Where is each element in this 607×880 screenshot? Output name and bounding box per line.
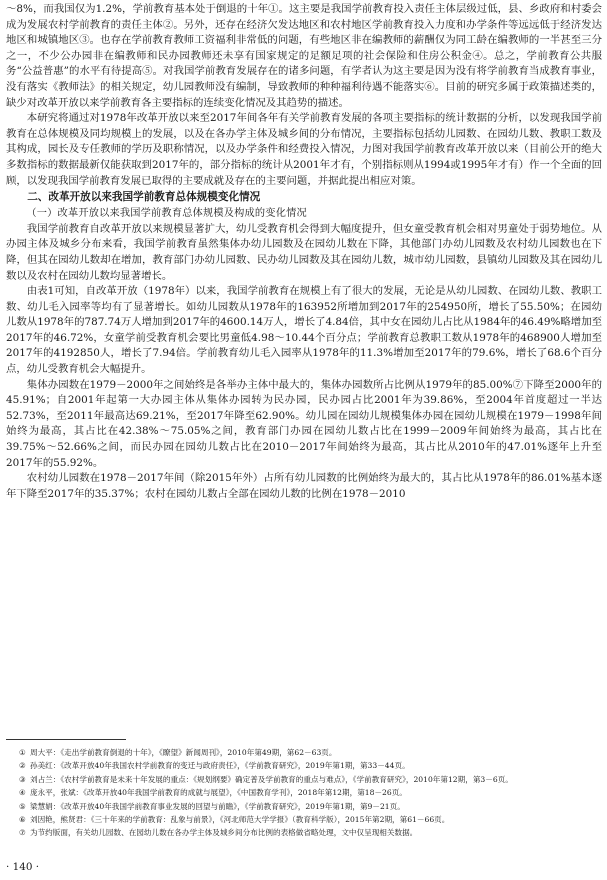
paragraph-study-design: 本研究将通过对1978年改革开放以来至2017年间各年有关学前教育发展的各项主要指标的统计数据的分析，以发现我国学前教育在总体规模及同均规模上的发展，以及在各办学主体及城乡间的分布情况，主要指标包括幼儿园数、在园幼儿数、教职工数及其构成，园长及专任教师的学历及职称情况，以及办学条件和经费投入情况，力图对我国学前教育改革开放以来（目前公开的绝大多数指标的数据最新仅能获取到2017年的，部分指标的统计从2001年才有，个别指标则从1994或1995年才有）作一个全面的回顾，以发现我国学前教育发展已取得的主要成就及存在的主要问题，并据此提出相应对策。 xyxy=(6,112,602,187)
footnote-item xyxy=(6,813,602,826)
footnote-item xyxy=(6,826,602,839)
paragraph-summary: 我国学前教育自改革开放以来规模显著扩大，幼儿受教育机会得到大幅度提升，但女童受教育机会相对男童处于弱势地位。从办园主体及城乡分布来看，我国学前教育虽然集体办幼儿园数及在园幼儿数在下降，其他部门办幼儿园数及农村幼儿园数也在下降，但其在园幼儿数却在增加，教育部门办幼儿园数、民办幼儿园数及其在园幼儿数，城市幼儿园数，县镇幼儿园数及其在园幼儿数以及农村在园幼儿数均显著增长。 xyxy=(6,222,602,282)
footnote-mark: ⑥ xyxy=(19,815,26,825)
footnote-mark: ② xyxy=(19,761,26,771)
footnote-text: 刘因艳，熊贤君：《三十年来的学前教育：乱象与前景》，《河北师范大学学报》（教育科学版），2015年第2期，第61－66页。 xyxy=(30,815,450,825)
footnote-mark: ④ xyxy=(19,788,26,798)
footnote-item xyxy=(6,773,602,786)
section-heading: 二、改革开放以来我国学前教育总体规模变化情况 xyxy=(27,191,261,204)
footnote-text: 梁慧娟：《改革开放40年我国学前教育事业发展的回望与前瞻》，《学前教育研究》，2019年第1期，第9－21页。 xyxy=(30,801,405,811)
page-number: · 140 · xyxy=(6,861,40,873)
footnote-item xyxy=(6,759,602,772)
paragraph-table1-analysis: 由表1可知，自改革开放（1978年）以来，我国学前教育在规模上有了很大的发展，无论是从幼儿园数、在园幼儿数、教职工数、幼儿毛入园率等均有了显著增长。如幼儿园数从1978年的163952所增加到2017年的254950所，增长了55.50%；在园幼儿数从1978年的787.74万人增加到2017年的4600.14万人，增长了4.84倍，其中女在园幼儿占比从1984年的46.49%略增加至2017年的46.72%，女童学前受教育机会要比男童低4.98～10.44个百分点；学前教育总教职工数从1978年的468900人增加至2017年的4192850人，增长了7.94倍。学前教育幼儿毛入园率从1978年的11.3%增加至2017年的79.6%，增长了68.6个百分点，幼儿受教育机会大幅提升。 xyxy=(6,285,602,376)
footnote-mark: ⑦ xyxy=(19,828,26,838)
footnote-item xyxy=(6,800,602,813)
subsection-heading: （一）改革开放以来我国学前教育总体规模及构成的变化情况 xyxy=(26,207,307,219)
footnote-divider xyxy=(6,739,126,740)
footnote-item xyxy=(6,786,602,799)
footnotes xyxy=(6,746,602,840)
footnote-item xyxy=(6,746,602,759)
footnote-text: 周大平：《走出学前教育倒退的十年》，《瞭望》新闻周刊》，2010年第49期，第62－63页。 xyxy=(30,748,337,757)
paragraph-collective-kindergartens: 集体办园数在1979－2000年之间始终是各举办主体中最大的，集体办园数所占比例从1979年的85.00%⑦下降至2000年的45.91%；自2001年起第一大办园主体从集体办园转为民办园，民办园占比2001年为39.86%，至2004年首度超过一半达52.73%，至2011年最高达69.21%，至2017年降至62.90%。幼儿园在园幼儿规模集体办园在园幼儿规模在1979－1998年间始终为最高，其占比在42.38%～75.05%之间，教育部门办园在园幼儿数占比在1999－2009年间始终为最高，其占比在39.75%～52.66%之间，而民办园在园幼儿数占比在2010－2017年间始终为最高，其占比从2010年的47.01%逐年上升至2017年的55.92%。 xyxy=(6,378,602,469)
footnote-text: 为节约版面，有关幼儿园数、在园幼儿数在各办学主体及城乡间分布比例的表格做省略处理，文中仅呈现相关数据。 xyxy=(30,828,418,838)
footnote-text: 庞永平，张斌：《改革开放40年我国学前教育的成就与展望》，《中国教育学刊》，2018年第12期，第18－26页。 xyxy=(30,788,407,798)
paragraph-intro-continued: ～8%，而我国仅为1.2%，学前教育基本处于倒退的十年①。这主要是我国学前教育投入责任主体层级过低，县、乡政府和村委会成为发展农村学前教育的责任主体②。另外，还存在经济欠发达地区和农村地区学前教育投入力度和办学条件等远远低于经济发达地区和城镇地区③。也存在学前教育教师工资福利非常低的问题，有些地区非在编教师的薪酬仅为同工龄在编教师的一半甚至三分之一，不少公办园非在编教师和民办园教师还未享有国家规定的足额足项的社会保险和住房公积金④。总之，学前教育公共服务“公益普惠”的水平有待提高⑤。对我国学前教育发展存在的诸多问题，有学者认为这主要是因为没有将学前教育当成教育事业，没有落实《教师法》的相关规定，幼儿园教师没有编制，导致教师的种种福利待遇不能落实⑥。目前的研究多属于政策描述类的，缺少对改革开放以来学前教育各主要指标的连续变化情况及其趋势的描述。 xyxy=(6,3,602,109)
footnote-text: 刘占兰：《农村学前教育是未来十年发展的重点：《规划纲要》确定普及学前教育的重点与难点》，《学前教育研究》，2010年第12期，第3－6页。 xyxy=(30,774,513,784)
paragraph-rural-kindergartens: 农村幼儿园数在1978－2017年间（除2015年外）占所有幼儿园数的比例始终为最大的，其占比从1978年的86.01%基本逐年下降至2017年的35.37%；农村在园幼儿数占全部在园幼儿数的比例在1978－2010 xyxy=(6,472,602,500)
article-body xyxy=(6,2,602,502)
footnote-mark: ① xyxy=(19,748,26,757)
footnote-text: 孙美红：《改革开放40年我国农村学前教育的变迁与政府责任》，《学前教育研究》，2019年第1期，第33－44页。 xyxy=(30,761,410,771)
footnote-mark: ③ xyxy=(19,774,26,784)
footnote-mark: ⑤ xyxy=(19,801,26,811)
